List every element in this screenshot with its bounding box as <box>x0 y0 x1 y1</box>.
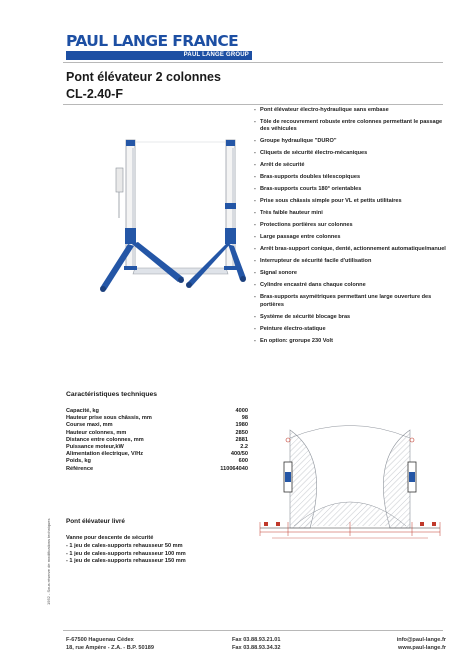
spec-value: 600 <box>238 458 248 465</box>
spec-label: Hauteur prise sous châssis, mm <box>66 415 152 422</box>
table-row <box>66 458 248 465</box>
feature-item: - Large passage entre colonnes <box>254 234 449 241</box>
table-row <box>66 451 248 458</box>
footer-address <box>66 636 154 652</box>
feature-item: - Bras-supports courts 180° orientables <box>254 186 449 193</box>
feature-item: - Peinture électro-statique <box>254 326 449 333</box>
list-item: - 1 jeu de cales-supports rehausseur 100 mm <box>66 550 186 557</box>
address-line-2: 18, rue Ampère - Z.A. - B.P. 50189 <box>66 645 154 651</box>
spec-label: Hauteur colonnes, mm <box>66 429 127 436</box>
feature-item: - Prise sous châssis simple pour VL et petits utilitaires <box>254 198 449 205</box>
lift-illustration <box>88 118 248 308</box>
feature-item: - Groupe hydraulique "DURO" <box>254 138 449 145</box>
list-item: - 1 jeu de cales-supports rehausseur 50 mm <box>66 543 183 549</box>
email-link[interactable]: info@paul-lange.fr <box>396 637 446 643</box>
list-item: - 1 jeu de cales-supports rehausseur 150 mm <box>66 558 186 565</box>
spec-value: 110064040 <box>220 465 248 472</box>
spec-value: 4000 <box>235 408 248 414</box>
spec-label: Puissance moteur,kW <box>66 444 124 451</box>
accessories-subtitle: Vanne pour descente de sécurité <box>66 535 154 541</box>
spec-label: Distance entre colonnes, mm <box>66 436 144 443</box>
brand-logo <box>66 32 252 60</box>
spec-label: Course maxi, mm <box>66 422 113 429</box>
phone-line: Fax 03.88.93.21.01 <box>232 637 281 643</box>
feature-item: - Arrêt bras-support conique, denté, actionnement automatique/manuel <box>254 246 449 253</box>
fax-line: Fax 03.88.93.34.32 <box>232 645 281 651</box>
side-disclaimer: 1952 - Sous réserve de modifications techniques <box>46 518 51 605</box>
feature-item: - Très faible hauteur mini <box>254 210 449 217</box>
table-row <box>66 444 248 451</box>
top-divider <box>63 62 443 63</box>
feature-item: - En option: grorupe 230 Volt <box>254 338 449 345</box>
table-row <box>66 415 248 422</box>
feature-item: - Système de sécurité blocage bras <box>254 314 449 321</box>
table-row <box>66 437 248 444</box>
logo-group-text: PAUL LANGE GROUP <box>183 52 249 58</box>
spec-label: Référence <box>66 465 94 472</box>
spec-label: Alimentation électrique, V/Hz <box>66 451 144 458</box>
lift-floor-plan-diagram <box>250 418 450 558</box>
feature-list <box>254 107 449 350</box>
spec-label: Poids, kg <box>66 458 91 465</box>
feature-item: - Bras-supports doubles télescopiques <box>254 174 449 181</box>
spec-label: Capacité, kg <box>66 408 99 414</box>
title-divider <box>63 104 443 105</box>
address-line-1: F-67500 Haguenau Cédex <box>66 637 134 643</box>
logo-brand-text: PAUL LANGE FRANCE <box>66 32 239 50</box>
product-title: Pont élévateur 2 colonnes <box>66 70 221 84</box>
feature-item: - Pont élévateur électro-hydraulique sans embase <box>254 107 449 114</box>
feature-item: - Protections portières sur colonnes <box>254 222 449 229</box>
accessories-list <box>66 543 186 566</box>
specs-heading: Caractéristiques techniques <box>66 391 158 398</box>
feature-item: - Tôle de recouvrement robuste entre colonnes permettant le passage des véhicules <box>254 119 449 134</box>
table-row <box>66 422 248 429</box>
accessories-heading: Pont élévateur livré <box>66 518 125 525</box>
feature-item: - Interrupteur de sécurité facile d'utilisation <box>254 258 449 265</box>
feature-item: - Signal sonore <box>254 270 449 277</box>
specs-table <box>66 408 248 473</box>
feature-item: - Cylindre encastré dans chaque colonne <box>254 282 449 289</box>
table-row <box>66 430 248 437</box>
spec-value: 2881 <box>235 436 248 443</box>
spec-value: 2850 <box>235 429 248 436</box>
table-row <box>66 408 248 415</box>
feature-item: - Bras-supports asymétriques permettant une large ouverture des portières <box>254 294 449 309</box>
footer-phone <box>232 636 281 652</box>
website-link[interactable]: www.paul-lange.fr <box>398 645 446 651</box>
spec-value: 2.2 <box>240 444 248 451</box>
logo-bar <box>66 51 252 60</box>
footer-contact <box>380 636 446 652</box>
product-model: CL-2.40-F <box>66 87 123 101</box>
spec-value: 400/50 <box>230 451 248 458</box>
spec-value: 98 <box>241 415 248 422</box>
table-row <box>66 466 248 473</box>
spec-value: 1980 <box>235 422 248 429</box>
feature-item: - Cliquets de sécurité électro-mécaniques <box>254 150 449 157</box>
feature-item: - Arrêt de sécurité <box>254 162 449 169</box>
footer-divider <box>63 630 443 631</box>
